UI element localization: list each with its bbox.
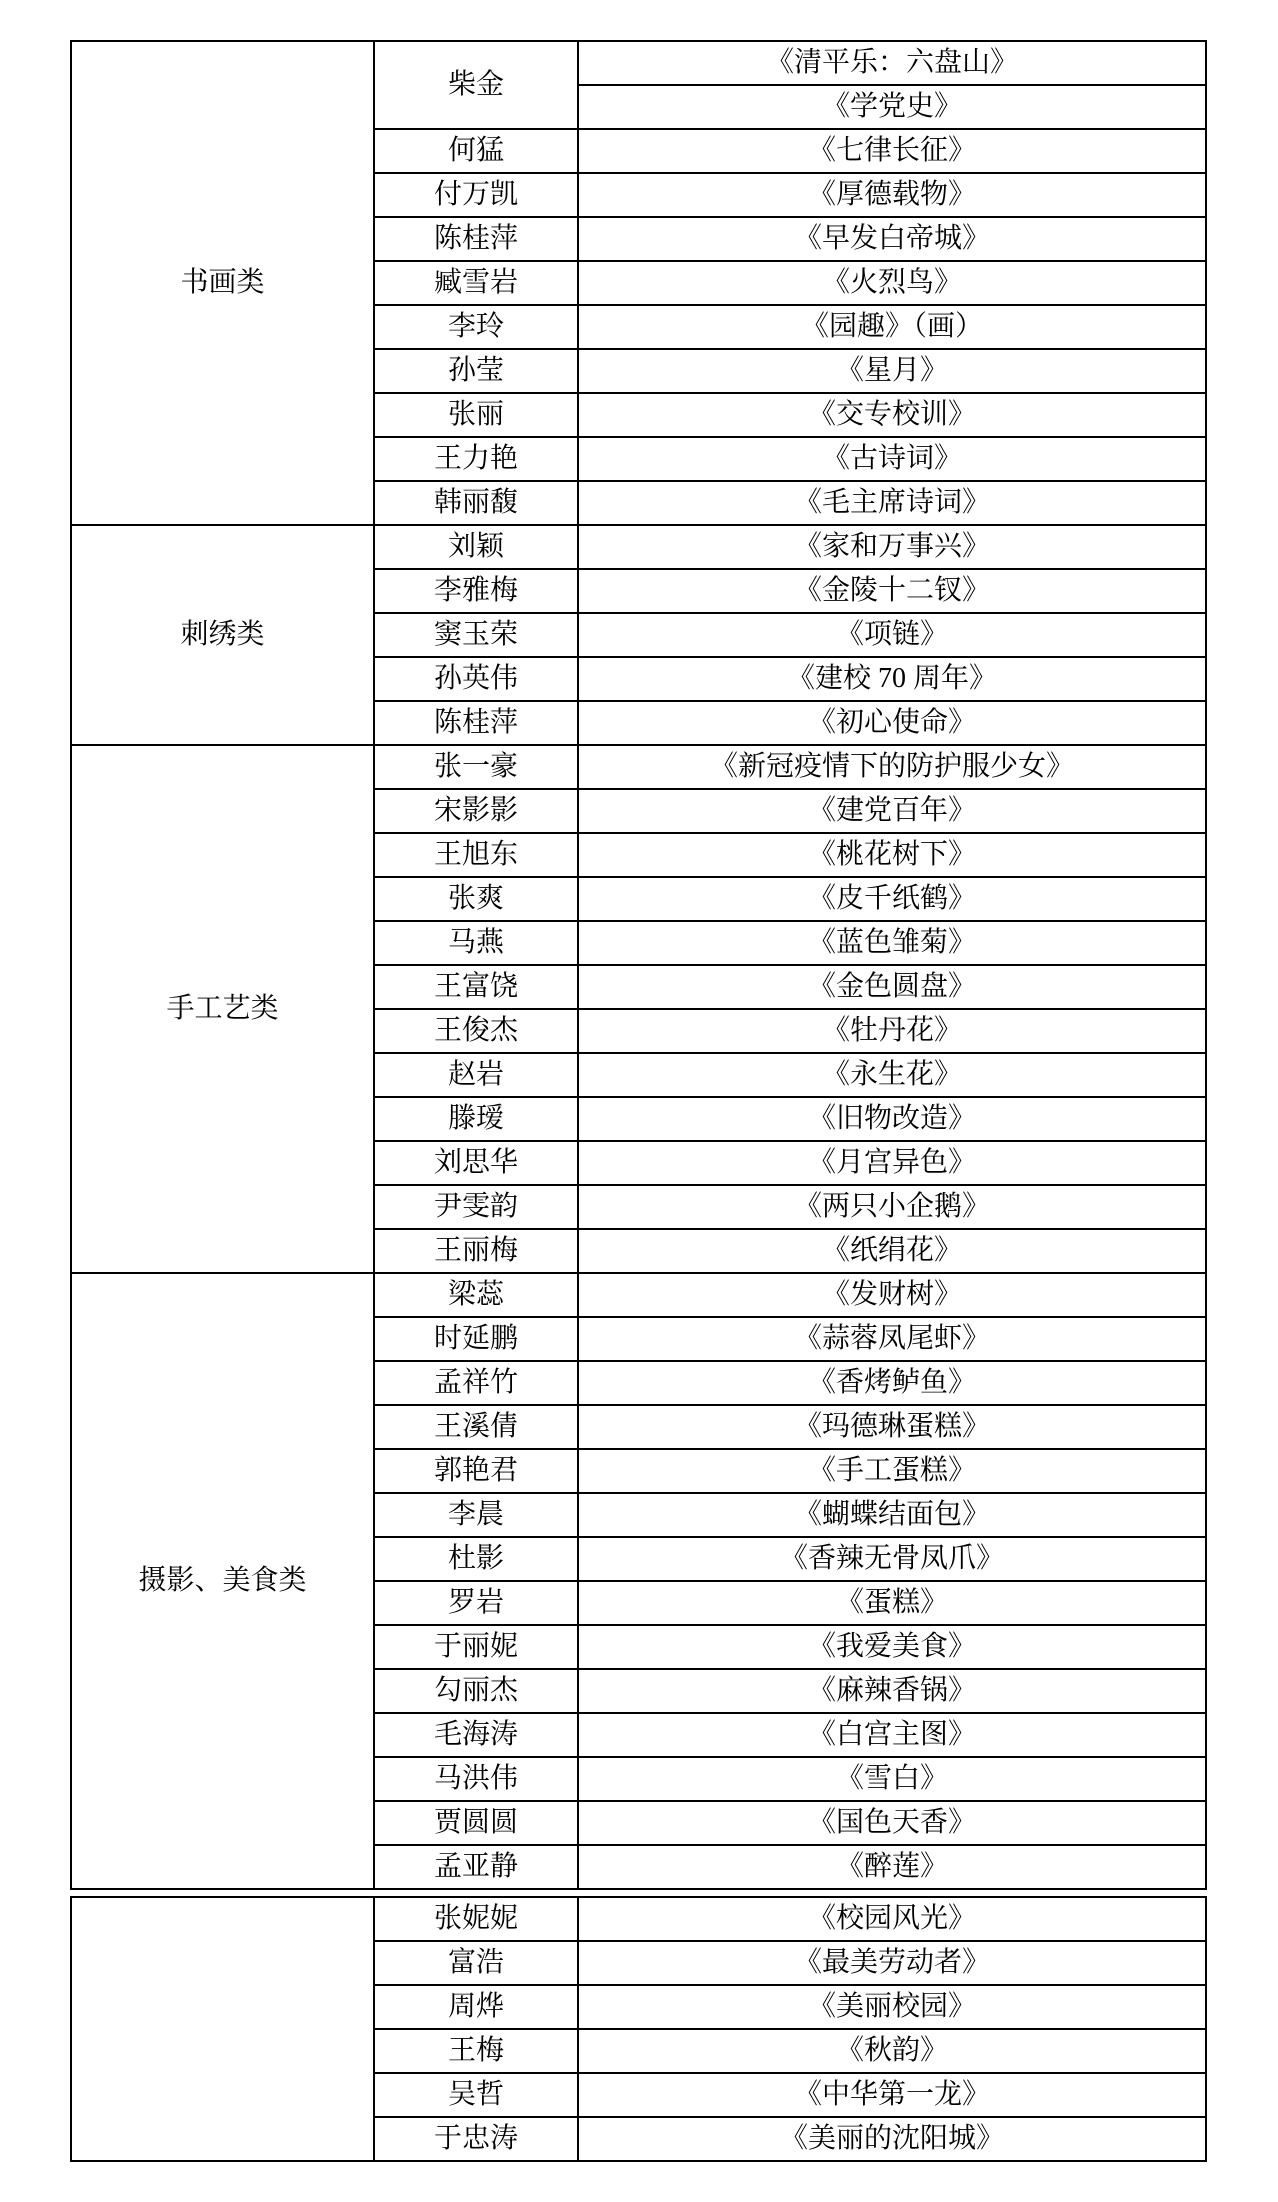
work-title-cell: 《国色天香》 — [578, 1801, 1206, 1845]
artist-name-cell: 贾圆圆 — [374, 1801, 578, 1845]
work-title-cell: 《学党史》 — [578, 85, 1206, 129]
artist-name-cell: 毛海涛 — [374, 1713, 578, 1757]
artist-name-cell: 于丽妮 — [374, 1625, 578, 1669]
artist-name-cell: 张一豪 — [374, 745, 578, 789]
work-title-cell: 《白宫主图》 — [578, 1713, 1206, 1757]
artist-name-cell: 富浩 — [374, 1941, 578, 1985]
artist-name-cell: 陈桂萍 — [374, 217, 578, 261]
category-cell: 刺绣类 — [71, 525, 374, 745]
table-row — [71, 745, 1206, 789]
work-title-cell: 《清平乐：六盘山》 — [578, 41, 1206, 85]
artist-name-cell: 孟祥竹 — [374, 1361, 578, 1405]
artist-name-cell: 何猛 — [374, 129, 578, 173]
work-title-cell: 《月宫异色》 — [578, 1141, 1206, 1185]
table-row — [71, 41, 1206, 85]
work-title-cell: 《秋韵》 — [578, 2029, 1206, 2073]
artist-name-cell: 李玲 — [374, 305, 578, 349]
artist-name-cell: 郭艳君 — [374, 1449, 578, 1493]
work-title-cell: 《中华第一龙》 — [578, 2073, 1206, 2117]
work-title-cell: 《园趣》（画） — [578, 305, 1206, 349]
artist-name-cell: 张爽 — [374, 877, 578, 921]
work-title-cell: 《牡丹花》 — [578, 1009, 1206, 1053]
artist-name-cell: 王旭东 — [374, 833, 578, 877]
work-title-cell: 《麻辣香锅》 — [578, 1669, 1206, 1713]
artist-name-cell: 宋影影 — [374, 789, 578, 833]
work-title-cell: 《厚德载物》 — [578, 173, 1206, 217]
artist-name-cell: 王梅 — [374, 2029, 578, 2073]
artist-name-cell: 滕瑷 — [374, 1097, 578, 1141]
work-title-cell: 《桃花树下》 — [578, 833, 1206, 877]
work-title-cell: 《两只小企鹅》 — [578, 1185, 1206, 1229]
artist-name-cell: 杜影 — [374, 1537, 578, 1581]
artist-name-cell: 马洪伟 — [374, 1757, 578, 1801]
artist-name-cell: 时延鹏 — [374, 1317, 578, 1361]
work-title-cell: 《金色圆盘》 — [578, 965, 1206, 1009]
artist-name-cell: 吴哲 — [374, 2073, 578, 2117]
work-title-cell: 《蓝色雏菊》 — [578, 921, 1206, 965]
artist-name-cell: 王俊杰 — [374, 1009, 578, 1053]
artist-name-cell: 王力艳 — [374, 437, 578, 481]
artist-name-cell: 罗岩 — [374, 1581, 578, 1625]
artist-name-cell: 尹雯韵 — [374, 1185, 578, 1229]
work-title-cell: 《蛋糕》 — [578, 1581, 1206, 1625]
work-title-cell: 《早发白帝城》 — [578, 217, 1206, 261]
awards-table-bottom — [70, 1896, 1207, 2162]
artist-name-cell: 王丽梅 — [374, 1229, 578, 1273]
artist-name-cell: 李雅梅 — [374, 569, 578, 613]
work-title-cell: 《雪白》 — [578, 1757, 1206, 1801]
artist-name-cell: 赵岩 — [374, 1053, 578, 1097]
work-title-cell: 《建党百年》 — [578, 789, 1206, 833]
work-title-cell: 《皮千纸鹤》 — [578, 877, 1206, 921]
work-title-cell: 《初心使命》 — [578, 701, 1206, 745]
work-title-cell: 《美丽的沈阳城》 — [578, 2117, 1206, 2161]
work-title-cell: 《星月》 — [578, 349, 1206, 393]
work-title-cell: 《我爱美食》 — [578, 1625, 1206, 1669]
work-title-cell: 《发财树》 — [578, 1273, 1206, 1317]
work-title-cell: 《手工蛋糕》 — [578, 1449, 1206, 1493]
artist-name-cell: 李晨 — [374, 1493, 578, 1537]
work-title-cell: 《毛主席诗词》 — [578, 481, 1206, 525]
work-title-cell: 《七律长征》 — [578, 129, 1206, 173]
category-cell — [71, 1897, 374, 2161]
category-cell: 书画类 — [71, 41, 374, 525]
artist-name-cell: 王富饶 — [374, 965, 578, 1009]
artist-name-cell: 孟亚静 — [374, 1845, 578, 1889]
artist-name-cell: 于忠涛 — [374, 2117, 578, 2161]
table-row — [71, 1897, 1206, 1941]
artist-name-cell: 刘思华 — [374, 1141, 578, 1185]
artist-name-cell: 梁蕊 — [374, 1273, 578, 1317]
artist-name-cell: 柴金 — [374, 41, 578, 129]
work-title-cell: 《蒜蓉凤尾虾》 — [578, 1317, 1206, 1361]
work-title-cell: 《新冠疫情下的防护服少女》 — [578, 745, 1206, 789]
artist-name-cell: 周烨 — [374, 1985, 578, 2029]
work-title-cell: 《最美劳动者》 — [578, 1941, 1206, 1985]
work-title-cell: 《火烈鸟》 — [578, 261, 1206, 305]
artist-name-cell: 臧雪岩 — [374, 261, 578, 305]
work-title-cell: 《美丽校园》 — [578, 1985, 1206, 2029]
work-title-cell: 《旧物改造》 — [578, 1097, 1206, 1141]
category-cell: 摄影、美食类 — [71, 1273, 374, 1889]
artist-name-cell: 勾丽杰 — [374, 1669, 578, 1713]
work-title-cell: 《古诗词》 — [578, 437, 1206, 481]
awards-table-main — [70, 40, 1207, 1890]
category-cell: 手工艺类 — [71, 745, 374, 1273]
work-title-cell: 《香辣无骨凤爪》 — [578, 1537, 1206, 1581]
artist-name-cell: 窦玉荣 — [374, 613, 578, 657]
table-row — [71, 1273, 1206, 1317]
work-title-cell: 《交专校训》 — [578, 393, 1206, 437]
artist-name-cell: 王溪倩 — [374, 1405, 578, 1449]
artist-name-cell: 付万凯 — [374, 173, 578, 217]
artist-name-cell: 张妮妮 — [374, 1897, 578, 1941]
work-title-cell: 《玛德琳蛋糕》 — [578, 1405, 1206, 1449]
artist-name-cell: 孙英伟 — [374, 657, 578, 701]
work-title-cell: 《项链》 — [578, 613, 1206, 657]
work-title-cell: 《香烤鲈鱼》 — [578, 1361, 1206, 1405]
artist-name-cell: 韩丽馥 — [374, 481, 578, 525]
artist-name-cell: 马燕 — [374, 921, 578, 965]
artist-name-cell: 刘颖 — [374, 525, 578, 569]
work-title-cell: 《蝴蝶结面包》 — [578, 1493, 1206, 1537]
work-title-cell: 《校园风光》 — [578, 1897, 1206, 1941]
work-title-cell: 《家和万事兴》 — [578, 525, 1206, 569]
artist-name-cell: 孙莹 — [374, 349, 578, 393]
work-title-cell: 《醉莲》 — [578, 1845, 1206, 1889]
work-title-cell: 《建校 70 周年》 — [578, 657, 1206, 701]
artist-name-cell: 陈桂萍 — [374, 701, 578, 745]
work-title-cell: 《金陵十二钗》 — [578, 569, 1206, 613]
work-title-cell: 《纸绢花》 — [578, 1229, 1206, 1273]
artist-name-cell: 张丽 — [374, 393, 578, 437]
table-row — [71, 525, 1206, 569]
work-title-cell: 《永生花》 — [578, 1053, 1206, 1097]
